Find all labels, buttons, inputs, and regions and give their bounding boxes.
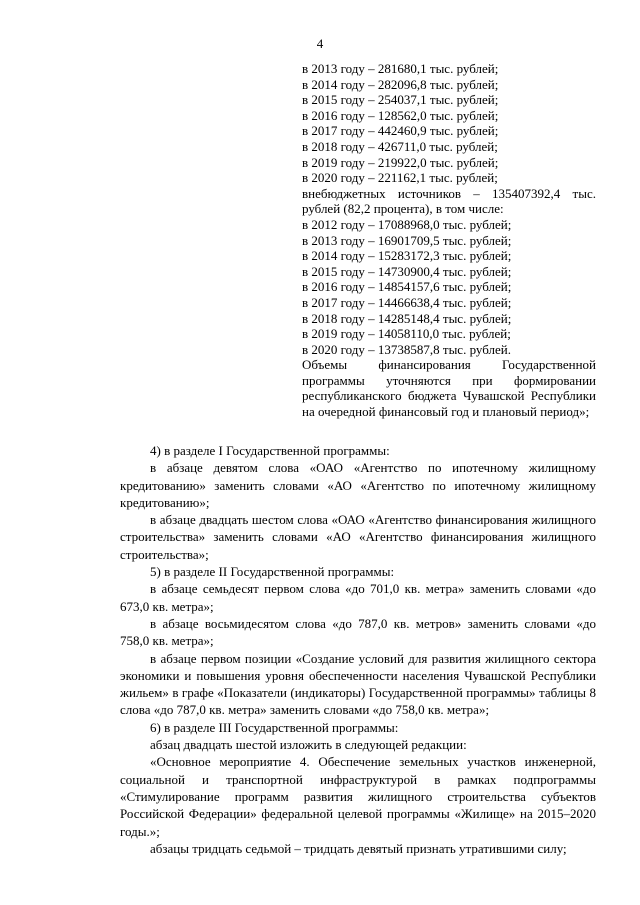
budget-line-2013: в 2013 году – 281680,1 тыс. рублей;	[302, 61, 499, 76]
paragraph-80th-abzac: в абзаце восьмидесятом слова «до 787,0 кв. метров» заменить словами «до 758,0 кв. метра»;	[120, 615, 596, 649]
paragraph-table-8: в абзаце первом позиции «Создание условий для развития жилищного сектора экономики и повышения уровня обеспеченности населения Чувашской Республики жильем» в графе «Показатели (индикаторы) Государственной программы» таблицы 8 слова «до 787,0 кв. метра» заменить словами «до 758,0 кв. метра»;	[120, 650, 596, 718]
budget-line-2018: в 2018 году – 426711,0 тыс. рублей;	[302, 138, 498, 154]
page-number: 4	[316, 36, 324, 51]
paragraph-9th-abzac: в абзаце девятом слова «ОАО «Агентство по ипотечному жилищному кредитованию» заменить словами «АО «Агентство по ипотечному жилищному кредитованию»;	[120, 460, 596, 510]
extra-line-2020: в 2020 году – 13738587,8 тыс. рублей.	[302, 341, 511, 357]
funding-block	[302, 61, 596, 420]
extra-line-2018: в 2018 году – 14285148,4 тыс. рублей;	[302, 310, 512, 326]
extra-line-2019: в 2019 году – 14058110,0 тыс. рублей;	[302, 326, 511, 342]
paragraph-main-measure-4: «Основное мероприятие 4. Обеспечение земельных участков инженерной, социальной и транспортной инфраструктурой в рамках подпрограммы «Стимулирование программ развития жилищного строительства субъектов Российской Федерации» федеральной целевой программы «Жилище» на 2015–2020 годы.»;	[120, 754, 596, 839]
paragraph-71st-abzac: в абзаце семьдесят первом слова «до 701,0 кв. метра» заменить словами «до 673,0 кв. метра»;	[120, 581, 596, 614]
extra-line-2012: в 2012 году – 17088968,0 тыс. рублей;	[302, 216, 512, 232]
volumes-note: Объемы финансирования Государственной программы уточняются при формировании республиканского бюджета Чувашской Республики на очередной финансовый год и плановый период»;	[302, 357, 596, 420]
paragraph-section-2: 5) в разделе II Государственной программы:	[150, 564, 395, 580]
paragraph-section-3: 6) в разделе III Государственной программы:	[150, 719, 399, 735]
extra-line-2015: в 2015 году – 14730900,4 тыс. рублей;	[302, 263, 512, 279]
extra-line-2013: в 2013 году – 16901709,5 тыс. рублей;	[302, 232, 512, 248]
budget-line-2014: в 2014 году – 282096,8 тыс. рублей;	[302, 76, 499, 92]
paragraph-section-1: 4) в разделе I Государственной программы:	[150, 443, 390, 458]
budget-line-2020: в 2020 году – 221162,1 тыс. рублей;	[302, 170, 498, 186]
budget-line-2015: в 2015 году – 254037,1 тыс. рублей;	[302, 92, 499, 108]
extrabudget-intro: внебюджетных источников – 135407392,4 тыс. рублей (82,2 процента), в том числе:	[302, 185, 596, 217]
budget-line-2016: в 2016 году – 128562,0 тыс. рублей;	[302, 107, 499, 123]
extra-line-2014: в 2014 году – 15283172,3 тыс. рублей;	[302, 248, 512, 264]
paragraph-void-abzacs: абзацы тридцать седьмой – тридцать девятый признать утратившими силу;	[150, 840, 567, 856]
extra-line-2017: в 2017 году – 14466638,4 тыс. рублей;	[302, 294, 512, 310]
budget-line-2019: в 2019 году – 219922,0 тыс. рублей;	[302, 154, 499, 170]
extra-line-2016: в 2016 году – 14854157,6 тыс. рублей;	[302, 279, 512, 295]
budget-line-2017: в 2017 году – 442460,9 тыс. рублей;	[302, 123, 499, 139]
paragraph-26th-abzac: в абзаце двадцать шестом слова «ОАО «Агентство финансирования жилищного строительства» заменить словами «АО «Агентство финансирования жилищного строительства»;	[120, 512, 596, 562]
paragraph-new-edition: абзац двадцать шестой изложить в следующей редакции:	[150, 737, 467, 753]
amendments-body	[120, 442, 596, 857]
